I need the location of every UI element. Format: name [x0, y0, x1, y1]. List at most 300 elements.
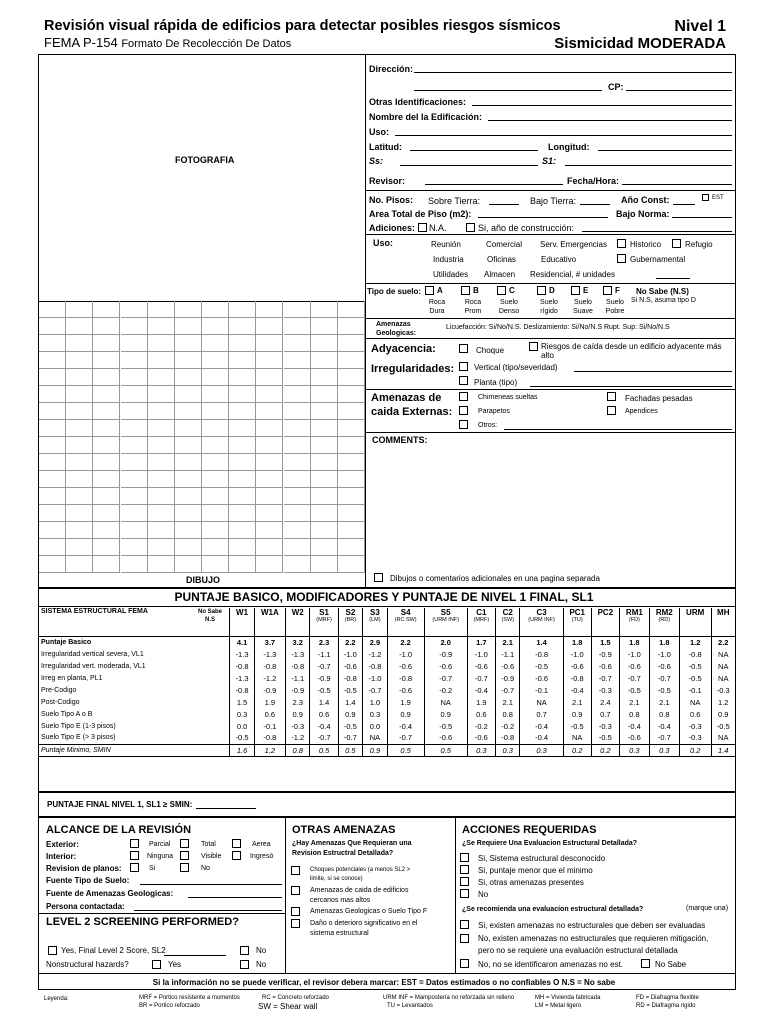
- occ-government-checkbox[interactable]: [617, 254, 626, 263]
- geo-source-field[interactable]: [188, 897, 282, 898]
- building-name-label: Nombre del la Edificación:: [369, 112, 483, 122]
- sketch-grid-cell: [148, 369, 175, 386]
- score-title: PUNTAJE BASICO, MODIFICADORES Y PUNTAJE DE NIVEL 1 FINAL, SL1: [174, 590, 594, 604]
- score-type-code: MH: [717, 608, 730, 617]
- building-name-field[interactable]: [488, 120, 732, 121]
- score-cell: -0.8: [285, 660, 310, 672]
- score-cell: -0.7: [619, 672, 649, 684]
- sketch-grid-cell: [256, 505, 283, 522]
- sketch-grid-cell: [284, 403, 311, 420]
- score-type-c3: [520, 608, 563, 636]
- sketch-grid-cell: [311, 335, 338, 352]
- score-cell: 1.5: [591, 636, 619, 648]
- level2-title: LEVEL 2 SCREENING PERFORMED?: [46, 916, 239, 928]
- score-cell: 1.9: [467, 696, 495, 708]
- occ-historic-checkbox[interactable]: [617, 239, 626, 248]
- score-cell: -0.6: [424, 660, 467, 672]
- ext-appendages-checkbox[interactable]: [607, 406, 616, 415]
- additions-none-checkbox[interactable]: [418, 223, 427, 232]
- sketch-grid-cell: [202, 471, 229, 488]
- score-type-s4: [387, 608, 424, 636]
- action-unknown-label: Si, Sistema estructural desconocido: [478, 854, 606, 863]
- sketch-grid-cell: [175, 369, 202, 386]
- rec-mitigation-checkbox[interactable]: [460, 934, 469, 943]
- score-cell: -0.7: [363, 684, 388, 696]
- score-cell: 1.9: [387, 696, 424, 708]
- action-no-label: No: [478, 890, 489, 899]
- score-cell: NA: [679, 696, 711, 708]
- score-type-code: RM1: [625, 608, 643, 617]
- soil-b-checkbox[interactable]: [461, 286, 470, 295]
- sketch-grid-cell: [202, 488, 229, 505]
- score-cell: 0.8: [285, 744, 310, 756]
- score-cell: 1.6: [230, 744, 255, 756]
- score-cell: 0.2: [563, 744, 591, 756]
- score-cell: -1.1: [285, 672, 310, 684]
- level2-no-checkbox[interactable]: [240, 946, 249, 955]
- final-score-field[interactable]: [196, 808, 256, 809]
- sketch-grid-cell: [39, 301, 66, 318]
- score-cell: -0.8: [495, 732, 520, 744]
- score-type-code: PC1: [569, 608, 585, 617]
- occ-school: Educativo: [541, 255, 577, 264]
- soil-source-field[interactable]: [140, 884, 282, 885]
- sketch-grid-cell: [311, 369, 338, 386]
- ext-cladding-checkbox[interactable]: [607, 392, 616, 401]
- score-row: [39, 684, 735, 696]
- date-field[interactable]: [622, 184, 732, 185]
- final-score-divider: [39, 816, 735, 818]
- sketch-grid-cell: [66, 454, 93, 471]
- sketch-grid-cell: [148, 386, 175, 403]
- adj-pounding-checkbox[interactable]: [459, 344, 468, 353]
- score-ns-cell: [191, 744, 230, 756]
- latitude-field[interactable]: [410, 150, 538, 151]
- score-cell: 2.3: [285, 696, 310, 708]
- sketch-grid-cell: [256, 318, 283, 335]
- sketch-grid-cell: [66, 369, 93, 386]
- score-cell: -1.1: [310, 648, 338, 660]
- score-cell: -0.5: [338, 720, 363, 732]
- nonstruct-label: Nonstructural hazards?: [46, 960, 129, 969]
- score-cell: -0.5: [679, 660, 711, 672]
- score-cell: -0.4: [619, 720, 649, 732]
- s1-field[interactable]: [565, 165, 732, 166]
- score-cell: -0.9: [285, 684, 310, 696]
- extent-title: ALCANCE DE LA REVISIÓN: [46, 824, 192, 836]
- score-row-label: Suelo Tipo E (1-3 pisos): [41, 722, 116, 730]
- sketch-grid-cell: [148, 522, 175, 539]
- additions-year-field[interactable]: [582, 231, 732, 232]
- reviewer-field[interactable]: [425, 184, 563, 185]
- score-cell: -0.5: [591, 732, 619, 744]
- score-cell: -1.2: [285, 732, 310, 744]
- score-cell: -0.6: [619, 660, 649, 672]
- score-cell: -0.5: [563, 720, 591, 732]
- address-label: Dirección:: [369, 64, 414, 74]
- score-type-code: S2: [345, 608, 356, 617]
- score-cell: -1.0: [649, 648, 679, 660]
- action-no-checkbox[interactable]: [460, 889, 469, 898]
- score-cell: -0.9: [424, 648, 467, 660]
- sketch-grid-cell: [202, 420, 229, 437]
- sketch-grid-cell: [39, 522, 66, 539]
- additions-yes-checkbox[interactable]: [466, 223, 475, 232]
- sketch-grid-cell: [66, 318, 93, 335]
- score-cell: 2.1: [495, 696, 520, 708]
- action-score-checkbox[interactable]: [460, 865, 469, 874]
- irreg-vertical-checkbox[interactable]: [459, 362, 468, 371]
- contact-field[interactable]: [134, 910, 282, 911]
- score-cell: -0.8: [520, 648, 563, 660]
- score-cell: -0.5: [338, 684, 363, 696]
- longitude-field[interactable]: [598, 150, 732, 151]
- score-cell: -0.6: [495, 660, 520, 672]
- legend-rd: RD = Diafragma rigido: [636, 1003, 696, 1009]
- score-cell: 2.9: [363, 636, 388, 648]
- score-cell: -0.5: [649, 684, 679, 696]
- score-ns-cell: [191, 708, 230, 720]
- rec-yes-checkbox[interactable]: [460, 920, 469, 929]
- score-cell: 2.0: [424, 636, 467, 648]
- final-score-label: PUNTAJE FINAL NIVEL 1, SL1 ≥ SMIN:: [47, 800, 193, 809]
- sketch-grid-cell: [256, 471, 283, 488]
- level2-yes-checkbox[interactable]: [48, 946, 57, 955]
- contact-label: Persona contactada:: [46, 902, 125, 911]
- irreg-plan-field[interactable]: [530, 386, 732, 387]
- ext-chimneys-label: Chimeneas sueltas: [478, 394, 538, 401]
- address-field[interactable]: [414, 72, 732, 73]
- other-ids-label: Otras Identificaciones:: [369, 97, 467, 107]
- sketch-grid-cell: [39, 437, 66, 454]
- drawings-yes-checkbox[interactable]: [130, 863, 139, 872]
- sketch-grid-cell: [229, 488, 256, 505]
- score-cell: -0.1: [679, 684, 711, 696]
- above-ground-field[interactable]: [489, 204, 519, 205]
- score-cell: -0.9: [310, 672, 338, 684]
- below-ground-field[interactable]: [580, 204, 610, 205]
- sketch-grid-cell: [202, 539, 229, 556]
- legend-fd: FD = Diafragma flexible: [636, 995, 699, 1001]
- sketch-grid-cell: [311, 352, 338, 369]
- divider-1: [365, 190, 735, 191]
- nonstruct-yes-checkbox[interactable]: [152, 960, 161, 969]
- score-cell: -0.4: [520, 720, 563, 732]
- score-type-sub: (RD): [658, 617, 671, 623]
- sketch-grid-cell: [175, 420, 202, 437]
- hazard-pounding-checkbox[interactable]: [291, 866, 300, 875]
- sketch-grid-cell: [66, 522, 93, 539]
- score-cell: 2.1: [495, 636, 520, 648]
- soil-b-label: B: [473, 286, 479, 295]
- ext-other-field[interactable]: [504, 429, 732, 430]
- sketch-grid-cell: [338, 437, 365, 454]
- score-cell: -0.8: [338, 672, 363, 684]
- sketch-grid-cell: [284, 386, 311, 403]
- extent-aerial-checkbox[interactable]: [232, 839, 241, 848]
- sketch-grid-cell: [256, 420, 283, 437]
- score-cell: -0.4: [387, 720, 424, 732]
- sketch-grid-cell: [338, 352, 365, 369]
- occ-assembly: Reunión: [431, 240, 461, 249]
- photo-area[interactable]: [39, 55, 365, 301]
- sketch-grid-cell: [93, 522, 120, 539]
- ss-field[interactable]: [400, 165, 538, 166]
- ext-other-checkbox[interactable]: [459, 420, 468, 429]
- extent-visible-checkbox[interactable]: [180, 851, 189, 860]
- s1-label: S1:: [542, 156, 557, 166]
- occ-office: Oficinas: [487, 255, 516, 264]
- sketch-grid-cell: [311, 505, 338, 522]
- ext-other-label: Otros:: [478, 422, 498, 429]
- soil-f-checkbox[interactable]: [603, 286, 612, 295]
- score-cell: -0.5: [679, 672, 711, 684]
- score-cell: 0.7: [520, 708, 563, 720]
- sketch-grid-cell: [148, 488, 175, 505]
- level2-score-field[interactable]: [164, 955, 226, 956]
- ext-chimneys-checkbox[interactable]: [459, 392, 468, 401]
- drawings-yes-label: Si: [149, 865, 156, 872]
- score-row: [39, 648, 735, 660]
- extent-all-label: Total: [201, 841, 216, 848]
- sketch-grid-cell: [229, 556, 256, 573]
- score-cell: -0.6: [649, 660, 679, 672]
- sketch-grid-cell: [148, 505, 175, 522]
- sketch-grid-cell: [338, 386, 365, 403]
- score-cell: -1.3: [230, 672, 255, 684]
- rec-yes-label: Si, existen amenazas no estructurales que deben ser evaluadas: [478, 921, 706, 930]
- sketch-grid-cell: [202, 318, 229, 335]
- hazard-geologic-checkbox[interactable]: [291, 907, 300, 916]
- sketch-grid-cell: [229, 454, 256, 471]
- sketch-grid-cell: [93, 403, 120, 420]
- year-built-field[interactable]: [673, 204, 695, 205]
- sketch-grid[interactable]: [39, 301, 365, 573]
- sketch-grid-cell: [93, 420, 120, 437]
- score-ns-cell: [191, 660, 230, 672]
- irreg-plan-checkbox[interactable]: [459, 376, 468, 385]
- rec-mitigation-label: No, existen amenazas no estructurales que requieren mitigación,: [478, 934, 709, 943]
- zip-field[interactable]: [626, 90, 732, 91]
- score-cell: -0.4: [520, 732, 563, 744]
- score-row-label: Post-Codigo: [41, 698, 80, 706]
- score-type-s2: [338, 608, 363, 636]
- score-cell: 0.6: [679, 708, 711, 720]
- score-type-sub: (SW): [501, 617, 514, 623]
- sketch-grid-cell: [229, 437, 256, 454]
- score-type-rm1: [619, 608, 649, 636]
- occupancy-label: Uso:: [373, 238, 393, 248]
- sketch-grid-cell: [121, 335, 148, 352]
- score-row-label: Irregularidad vert. moderada, VL1: [41, 662, 146, 670]
- sketch-grid-cell: [284, 369, 311, 386]
- score-cell: 1.7: [467, 636, 495, 648]
- ext-parapets-label: Parapetos: [478, 408, 510, 415]
- score-row-label: Pre-Codigo: [41, 686, 77, 694]
- sketch-grid-cell: [202, 369, 229, 386]
- score-row: [39, 732, 735, 744]
- sketch-grid-cell: [148, 454, 175, 471]
- score-row: [39, 744, 735, 756]
- soil-e-label: E: [583, 286, 589, 295]
- score-cell: -0.8: [363, 660, 388, 672]
- rec-none-checkbox[interactable]: [460, 959, 469, 968]
- score-ns-cell: [191, 648, 230, 660]
- bottom-divider-2: [455, 817, 456, 973]
- score-type-w1a: [254, 608, 285, 636]
- comments-area[interactable]: [366, 446, 734, 570]
- sketch-grid-cell: [93, 454, 120, 471]
- sketch-grid-cell: [93, 318, 120, 335]
- sketch-grid-cell: [66, 437, 93, 454]
- occ-shelter-checkbox[interactable]: [672, 239, 681, 248]
- soil-d-checkbox[interactable]: [537, 286, 546, 295]
- sketch-grid-cell: [39, 403, 66, 420]
- year-est-checkbox[interactable]: [702, 194, 709, 201]
- extent-entered-checkbox[interactable]: [232, 851, 241, 860]
- sketch-grid-cell: [284, 437, 311, 454]
- extent-none-checkbox[interactable]: [130, 851, 139, 860]
- score-cell: 1.8: [649, 636, 679, 648]
- sketch-grid-cell: [311, 539, 338, 556]
- sketch-grid-cell: [175, 386, 202, 403]
- sketch-grid-cell: [338, 556, 365, 573]
- hazard-pounding-label-b: limite, si se conoce): [310, 876, 363, 882]
- score-type-sub: (MRF): [316, 617, 332, 623]
- ext-parapets-checkbox[interactable]: [459, 406, 468, 415]
- score-row-label: Irregularidad vertical severa, VL1: [41, 650, 144, 658]
- soil-unknown-label: No Sabe (N.S): [636, 287, 689, 296]
- sketch-grid-cell: [39, 369, 66, 386]
- sketch-grid-cell: [229, 403, 256, 420]
- score-type-sub: (LM): [369, 617, 381, 623]
- sketch-grid-cell: [256, 369, 283, 386]
- sketch-grid-cell: [39, 556, 66, 573]
- adj-falling-checkbox[interactable]: [529, 342, 538, 351]
- other-ids-field[interactable]: [472, 105, 732, 106]
- address-field-2[interactable]: [414, 90, 602, 91]
- occ-units-field[interactable]: [656, 278, 690, 279]
- sketch-grid-cell: [93, 301, 120, 318]
- sketch-grid-cell: [311, 318, 338, 335]
- sketch-grid-cell: [338, 403, 365, 420]
- sketch-grid-cell: [121, 505, 148, 522]
- sketch-grid-cell: [148, 471, 175, 488]
- floors-label: No. Pisos:: [369, 195, 414, 205]
- score-cell: -0.6: [591, 660, 619, 672]
- sketch-grid-cell: [93, 556, 120, 573]
- score-cell: 0.9: [563, 708, 591, 720]
- score-ns-cell: [191, 732, 230, 744]
- score-type-code: S3: [370, 608, 380, 617]
- ss-label: Ss:: [369, 156, 384, 166]
- sketch-grid-cell: [311, 471, 338, 488]
- soil-b-name: Roca Prom: [464, 299, 482, 315]
- code-year-field[interactable]: [672, 217, 732, 218]
- sketch-grid-cell: [202, 522, 229, 539]
- action-unknown-checkbox[interactable]: [460, 853, 469, 862]
- score-cell: -0.6: [387, 660, 424, 672]
- sketch-grid-cell: [256, 335, 283, 352]
- soil-e-checkbox[interactable]: [571, 286, 580, 295]
- code-year-label: Bajo Norma:: [616, 209, 670, 219]
- sketch-grid-cell: [284, 301, 311, 318]
- additional-sketches-checkbox[interactable]: [374, 573, 383, 582]
- sketch-grid-cell: [148, 420, 175, 437]
- hazard-falling-checkbox[interactable]: [291, 886, 300, 895]
- floor-area-field[interactable]: [478, 217, 608, 218]
- extent-aerial-label: Aerea: [252, 841, 271, 848]
- score-cell: -0.3: [679, 720, 711, 732]
- drawings-no-checkbox[interactable]: [180, 863, 189, 872]
- score-ns-cell: [191, 720, 230, 732]
- sketch-grid-cell: [256, 403, 283, 420]
- sketch-grid-cell: [284, 471, 311, 488]
- seismicity-label: Sismicidad MODERADA: [554, 35, 726, 52]
- geohazards-label: Amenazas Geologicas:: [376, 321, 417, 337]
- sketch-grid-cell: [175, 437, 202, 454]
- longitude-label: Longitud:: [548, 142, 590, 152]
- score-cell: -0.8: [230, 660, 255, 672]
- score-type-s1: [310, 608, 338, 636]
- sketch-grid-cell: [338, 505, 365, 522]
- score-cell: -0.7: [387, 732, 424, 744]
- sketch-grid-cell: [39, 505, 66, 522]
- soil-c-checkbox[interactable]: [497, 286, 506, 295]
- score-type-rm2: [649, 608, 679, 636]
- score-cell: -0.7: [495, 684, 520, 696]
- score-cell: 1.5: [230, 696, 255, 708]
- hazard-geologic-label: Amenazas Geologicas o Suelo Tipo F: [310, 908, 428, 915]
- extent-all-checkbox[interactable]: [180, 839, 189, 848]
- sketch-grid-cell: [175, 301, 202, 318]
- score-type-code: C3: [536, 608, 547, 617]
- sketch-grid-cell: [284, 539, 311, 556]
- sketch-grid-cell: [256, 437, 283, 454]
- score-cell: 0.9: [338, 708, 363, 720]
- irreg-vertical-field[interactable]: [574, 371, 732, 372]
- score-cell: -0.1: [520, 684, 563, 696]
- hazard-damage-checkbox[interactable]: [291, 919, 300, 928]
- score-cell: -0.5: [619, 684, 649, 696]
- score-cell: -0.4: [563, 684, 591, 696]
- score-col-header: SISTEMA ESTRUCTURAL FEMA: [39, 608, 191, 636]
- sketch-grid-cell: [338, 471, 365, 488]
- date-label: Fecha/Hora:: [567, 176, 620, 186]
- occ-industrial: Industria: [433, 255, 464, 264]
- action-hazards-checkbox[interactable]: [460, 877, 469, 886]
- geo-source-label: Fuente de Amenazas Geologicas:: [46, 889, 174, 898]
- use-field[interactable]: [395, 135, 732, 136]
- hazard-falling-label: Amenazas de caida de edificios: [310, 887, 409, 894]
- score-top-divider: [39, 587, 735, 589]
- occ-emergency: Serv. Emergencias: [540, 240, 607, 249]
- score-type-code: S1: [319, 608, 329, 617]
- legend-mh: MH = Vivienda fabricada: [535, 995, 601, 1001]
- score-cell: -0.4: [310, 720, 338, 732]
- sketch-grid-cell: [175, 318, 202, 335]
- nonstruct-no-checkbox[interactable]: [240, 960, 249, 969]
- sketch-grid-cell: [229, 505, 256, 522]
- soil-a-checkbox[interactable]: [425, 286, 434, 295]
- rec-unknown-checkbox[interactable]: [641, 959, 650, 968]
- score-type-sub: (URM INF): [432, 617, 459, 623]
- divider-7: [365, 432, 735, 433]
- extent-partial-checkbox[interactable]: [130, 839, 139, 848]
- score-cell: -0.8: [254, 660, 285, 672]
- action-score-label: Si, puntaje menor que el minimo: [478, 866, 593, 875]
- score-type-sub: (BR): [344, 617, 357, 623]
